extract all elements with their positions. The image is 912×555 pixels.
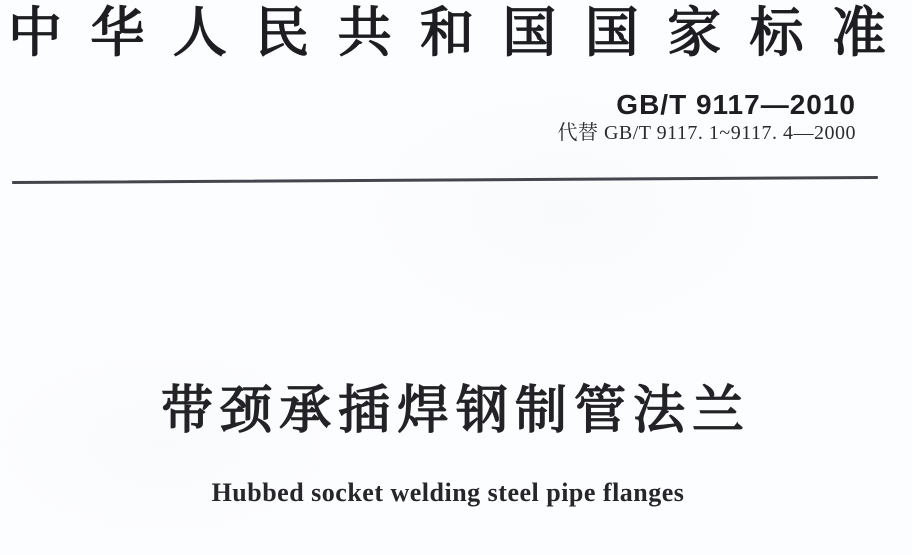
standard-code-block bbox=[557, 90, 856, 144]
standard-code: GB/T 9117—2010 bbox=[616, 89, 856, 120]
header-divider-rule bbox=[12, 176, 878, 184]
document-title-english: Hubbed socket welding steel pipe flanges bbox=[211, 478, 685, 507]
replaces-note: 代替 GB/T 9117. 1~9117. 4—2000 bbox=[557, 122, 856, 145]
national-standard-banner: 中 华 人 民 共 和 国 国 家 标 准 bbox=[8, 3, 886, 63]
document-title-chinese: 带颈承插焊钢制管法兰 bbox=[160, 382, 751, 440]
